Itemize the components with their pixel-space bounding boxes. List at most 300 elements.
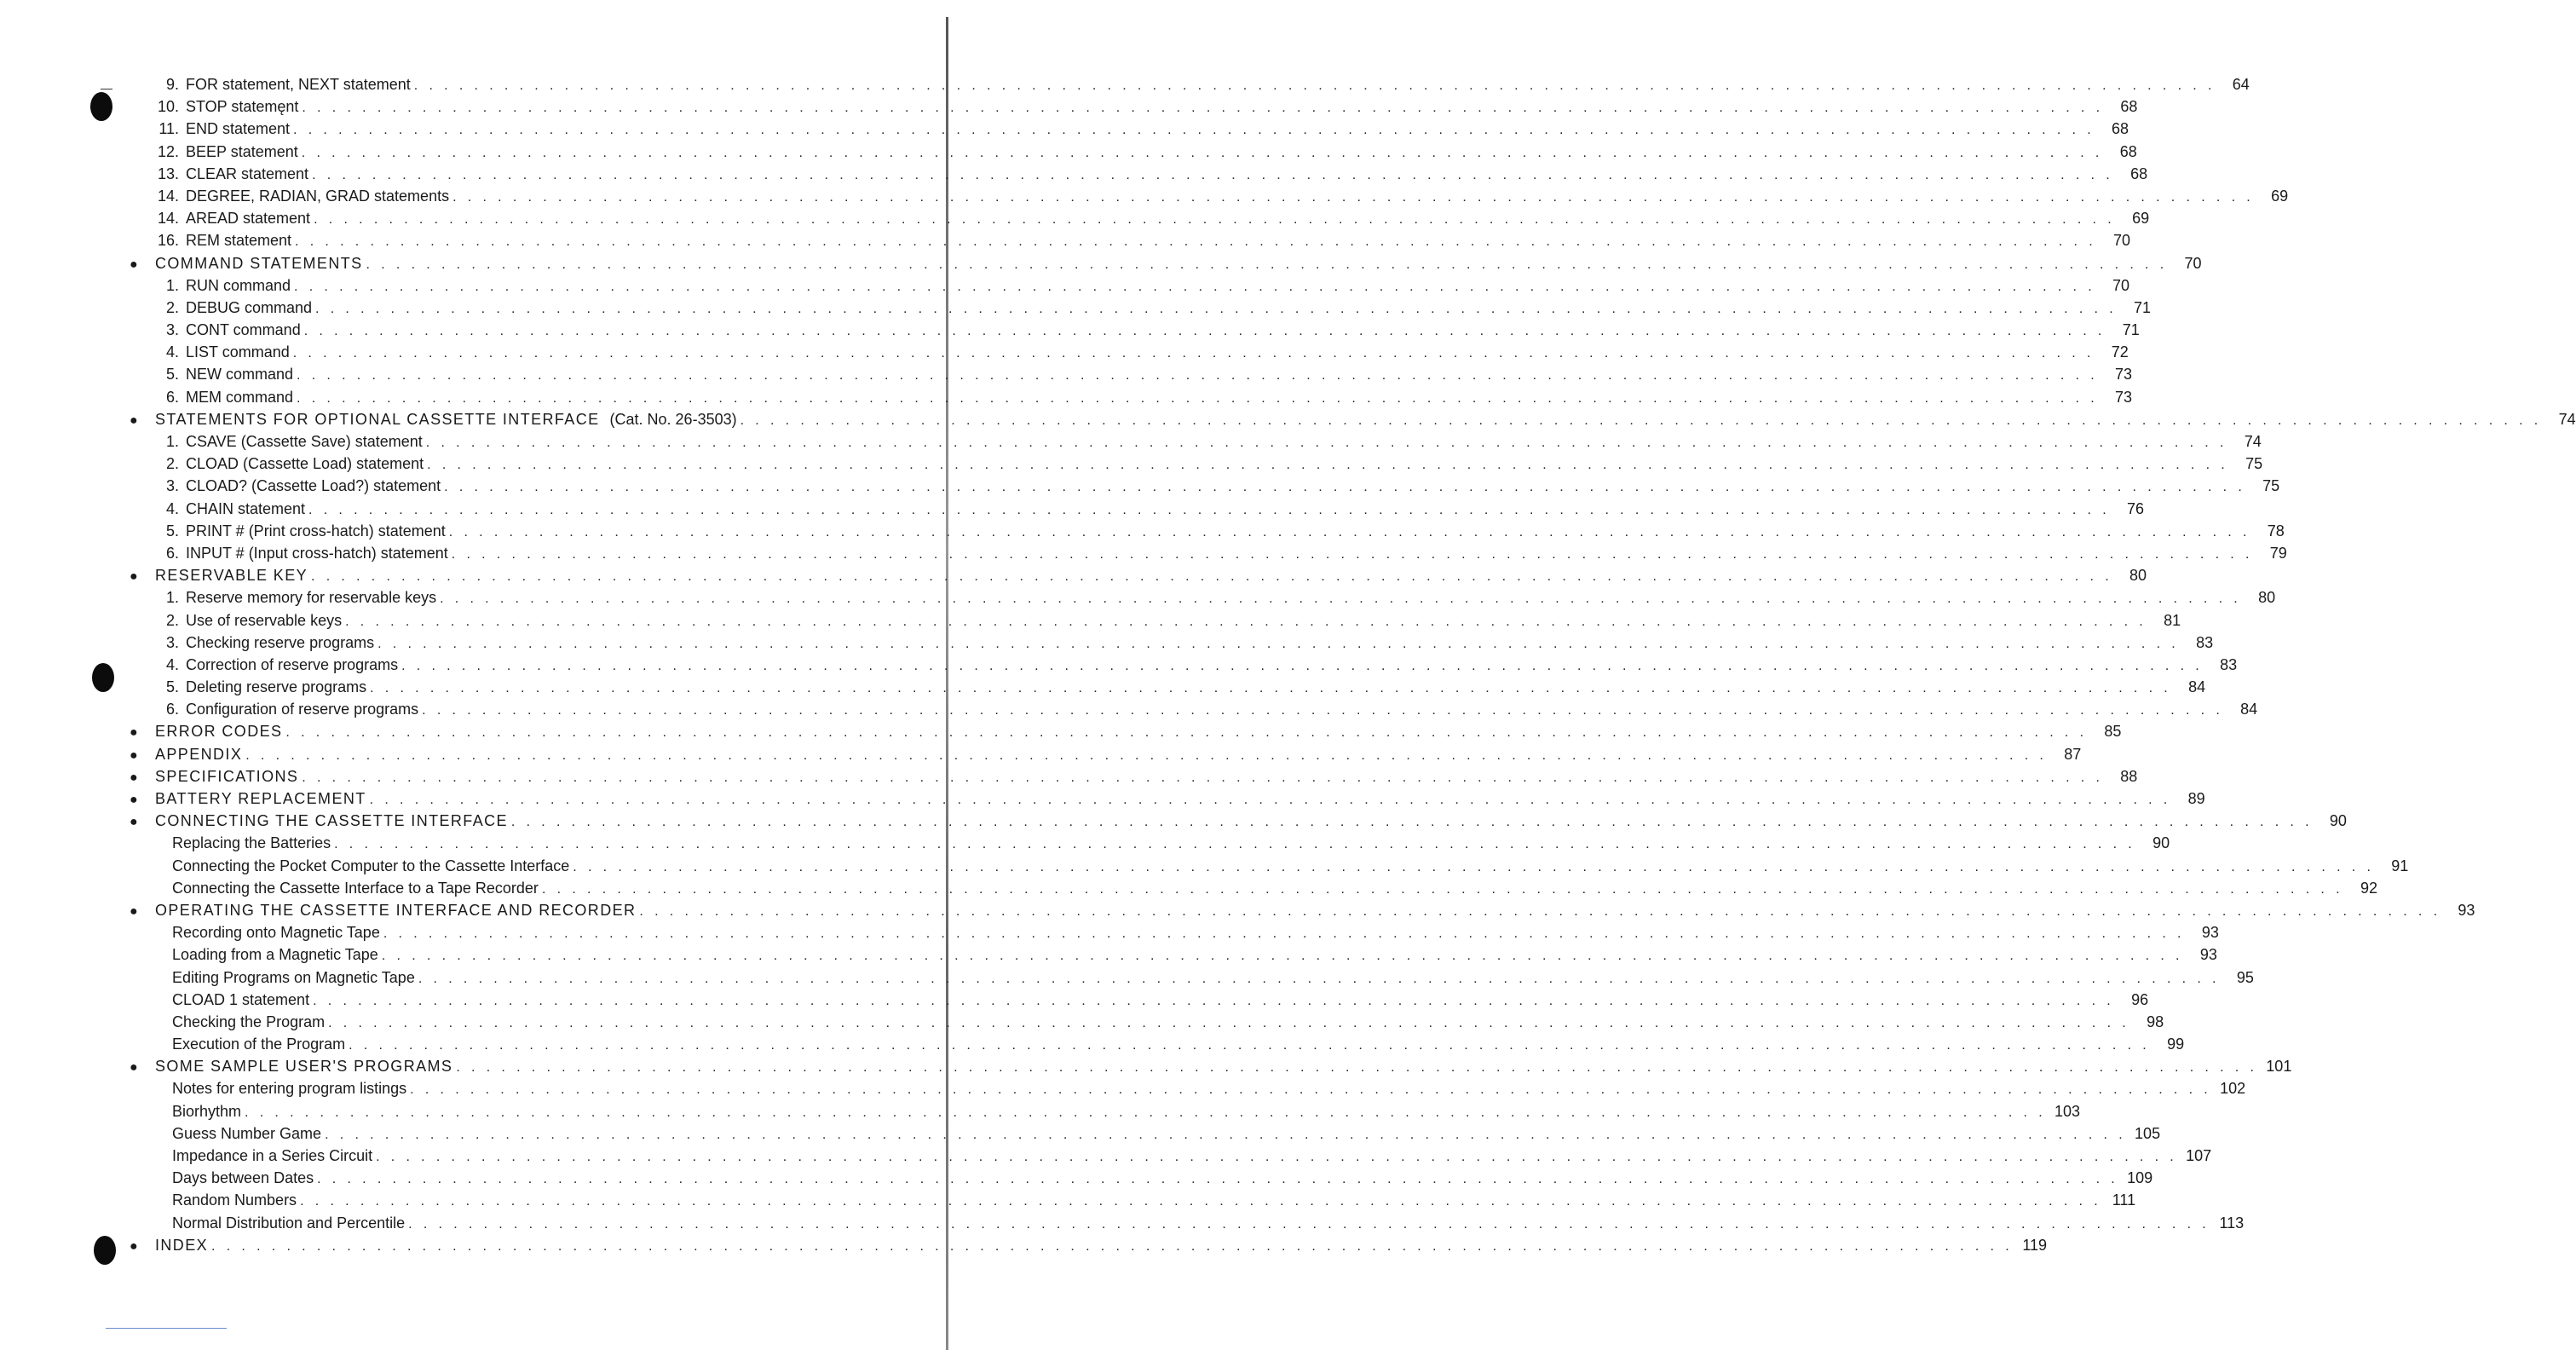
toc-page-number: 93 — [2199, 946, 2217, 964]
toc-entry-title — [186, 676, 366, 698]
toc-entry-title — [172, 1077, 406, 1099]
dot-leader: . . . . . . . . . . . . . . . . . . . . . . . . . . . . . . . . . . . . . . . . . . . . . . . . . . . . . . . . . . . . . . . . . . . . . . . . . . . . . . . . . . . . . . . . . . . . . . . . . . . . . . . . . . . . . . . . . . . . . . . . — [297, 368, 2099, 384]
dot-leader: . . . . . . . . . . . . . . . . . . . . . . . . . . . . . . . . . . . . . . . . . . . . . . . . . . . . . . . . . . . . . . . . . . . . . . . . . . . . . . . . . . . . . . . . . . . . . . . . . . . . . . . . . . . . . . . . . . . . . . . . — [408, 1216, 2210, 1232]
toc-page-number: 111 — [2112, 1191, 2136, 1209]
toc-entry — [128, 475, 2280, 497]
toc-page-number: 78 — [2267, 522, 2285, 539]
dot-leader: . . . . . . . . . . . . . . . . . . . . . . . . . . . . . . . . . . . . . . . . . . . . . . . . . . . . . . . . . . . . . . . . . . . . . . . . . . . . . . . . . . . . . . . . . . . . . . . . . . . . . . . . . . . . . . . . . . . . . . . . — [410, 1082, 2212, 1098]
toc-page-number: 105 — [2135, 1124, 2161, 1142]
toc-entry-title — [186, 163, 308, 185]
bullet-icon: ● — [130, 793, 138, 807]
dot-leader: . . . . . . . . . . . . . . . . . . . . . . . . . . . . . . . . . . . . . . . . . . . . . . . . . . . . . . . . . . . . . . . . . . . . . . . . . . . . . . . . . . . . . . . . . . . . . . . . . . . . . . . . . . . . . . . . . . . . . . . . — [245, 747, 2048, 763]
toc-entry-title-text: INDEX — [155, 1236, 209, 1254]
toc-page-number: 68 — [2119, 142, 2137, 160]
toc-entry-title-text: Days between Dates — [172, 1169, 314, 1187]
dot-leader: . . . . . . . . . . . . . . . . . . . . . . . . . . . . . . . . . . . . . . . . . . . . . . . . . . . . . . . . . . . . . . . . . . . . . . . . . . . . . . . . . . . . . . . . . . . . . . . . . . . . . . . . . . . . . . . . . . . . . . . . — [740, 412, 2542, 428]
dot-leader: . . . . . . . . . . . . . . . . . . . . . . . . . . . . . . . . . . . . . . . . . . . . . . . . . . . . . . . . . . . . . . . . . . . . . . . . . . . . . . . . . . . . . . . . . . . . . . . . . . . . . . . . . . . . . . . . . . . . . . . . — [381, 949, 2183, 964]
toc-entry-title-text: END statement — [186, 120, 291, 138]
toc-entry-title-text: BATTERY REPLACEMENT — [155, 790, 366, 807]
toc-entry-title — [155, 252, 363, 274]
toc-page-number: 113 — [2219, 1214, 2245, 1232]
dot-leader: . . . . . . . . . . . . . . . . . . . . . . . . . . . . . . . . . . . . . . . . . . . . . . . . . . . . . . . . . . . . . . . . . . . . . . . . . . . . . . . . . . . . . . . . . . . . . . . . . . . . . . . . . . . . . . . . . . . . . . . . — [325, 1127, 2127, 1142]
toc-entry — [128, 1077, 2246, 1099]
toc-entry-title-text: Guess Number Game — [172, 1124, 322, 1142]
toc-entry-title-text: PRINT # (Print cross-hatch) statement — [186, 522, 446, 539]
toc-entry-title — [172, 832, 331, 854]
toc-entry-number: 14. — [157, 210, 179, 228]
toc-entry-title-text: Connecting the Pocket Computer to the Cassette Interface — [172, 857, 570, 874]
dot-leader: . . . . . . . . . . . . . . . . . . . . . . . . . . . . . . . . . . . . . . . . . . . . . . . . . . . . . . . . . . . . . . . . . . . . . . . . . . . . . . . . . . . . . . . . . . . . . . . . . . . . . . . . . . . . . . . . . . . . . . . . — [297, 390, 2099, 406]
toc-entry-number: 13. — [157, 164, 179, 182]
dot-leader: . . . . . . . . . . . . . . . . . . . . . . . . . . . . . . . . . . . . . . . . . . . . . . . . . . . . . . . . . . . . . . . . . . . . . . . . . . . . . . . . . . . . . . . . . . . . . . . . . . . . . . . . . . . . . . . . . . . . . . . . — [312, 167, 2114, 182]
toc-entry-title-text: CLEAR statement — [186, 164, 309, 182]
toc-entry-title-text: RESERVABLE KEY — [155, 567, 308, 585]
toc-entry-title — [172, 1212, 405, 1234]
toc-entry-title — [155, 408, 737, 430]
dot-leader: . . . . . . . . . . . . . . . . . . . . . . . . . . . . . . . . . . . . . . . . . . . . . . . . . . . . . . . . . . . . . . . . . . . . . . . . . . . . . . . . . . . . . . . . . . . . . . . . . . . . . . . . . . . . . . . . . . . . . . . . — [245, 1105, 2047, 1120]
toc-entry — [128, 430, 2262, 453]
toc-page-number: 75 — [2245, 455, 2263, 473]
toc-entry — [128, 586, 2276, 609]
toc-entry-title — [186, 185, 449, 207]
bullet-icon: ● — [130, 815, 138, 830]
toc-entry-title — [186, 586, 436, 609]
toc-entry-title — [172, 989, 309, 1011]
toc-page-number: 90 — [2329, 812, 2347, 830]
table-of-contents — [128, 73, 2576, 1256]
dot-leader: . . . . . . . . . . . . . . . . . . . . . . . . . . . . . . . . . . . . . . . . . . . . . . . . . . . . . . . . . . . . . . . . . . . . . . . . . . . . . . . . . . . . . . . . . . . . . . . . . . . . . . . . . . . . . . . . . . . . . . . . — [456, 1060, 2258, 1076]
toc-entry — [128, 141, 2137, 163]
dot-leader: . . . . . . . . . . . . . . . . . . . . . . . . . . . . . . . . . . . . . . . . . . . . . . . . . . . . . . . . . . . . . . . . . . . . . . . . . . . . . . . . . . . . . . . . . . . . . . . . . . . . . . . . . . . . . . . . . . . . . . . . — [334, 837, 2136, 852]
dot-leader: . . . . . . . . . . . . . . . . . . . . . . . . . . . . . . . . . . . . . . . . . . . . . . . . . . . . . . . . . . . . . . . . . . . . . . . . . . . . . . . . . . . . . . . . . . . . . . . . . . . . . . . . . . . . . . . . . . . . . . . . — [314, 212, 2116, 228]
toc-entry — [128, 1033, 2185, 1055]
toc-entry-number: 14. — [157, 187, 179, 205]
dot-leader: . . . . . . . . . . . . . . . . . . . . . . . . . . . . . . . . . . . . . . . . . . . . . . . . . . . . . . . . . . . . . . . . . . . . . . . . . . . . . . . . . . . . . . . . . . . . . . . . . . . . . . . . . . . . . . . . . . . . . . . . — [413, 78, 2216, 93]
toc-entry — [128, 341, 2129, 363]
toc-entry-title — [186, 632, 374, 654]
toc-entry-title — [155, 899, 636, 921]
toc-entry-title — [186, 386, 293, 408]
dot-leader: . . . . . . . . . . . . . . . . . . . . . . . . . . . . . . . . . . . . . . . . . . . . . . . . . . . . . . . . . . . . . . . . . . . . . . . . . . . . . . . . . . . . . . . . . . . . . . . . . . . . . . . . . . . . . . . . . . . . . . . . — [510, 815, 2313, 830]
toc-entry-number: 4. — [165, 499, 179, 517]
dot-leader: . . . . . . . . . . . . . . . . . . . . . . . . . . . . . . . . . . . . . . . . . . . . . . . . . . . . . . . . . . . . . . . . . . . . . . . . . . . . . . . . . . . . . . . . . . . . . . . . . . . . . . . . . . . . . . . . . . . . . . . . — [452, 189, 2255, 205]
toc-entry — [128, 95, 2138, 118]
dot-leader: . . . . . . . . . . . . . . . . . . . . . . . . . . . . . . . . . . . . . . . . . . . . . . . . . . . . . . . . . . . . . . . . . . . . . . . . . . . . . . . . . . . . . . . . . . . . . . . . . . . . . . . . . . . . . . . . . . . . . . . . — [451, 546, 2253, 562]
toc-entry-title-text: DEGREE, RADIAN, GRAD statements — [186, 187, 450, 205]
toc-page-number: 83 — [2196, 633, 2214, 651]
toc-entry — [128, 274, 2130, 297]
dot-leader: . . . . . . . . . . . . . . . . . . . . . . . . . . . . . . . . . . . . . . . . . . . . . . . . . . . . . . . . . . . . . . . . . . . . . . . . . . . . . . . . . . . . . . . . . . . . . . . . . . . . . . . . . . . . . . . . . . . . . . . . — [293, 123, 2095, 138]
toc-entry — [128, 654, 2238, 676]
toc-entry-title — [186, 498, 305, 520]
toc-section-heading — [128, 720, 2122, 742]
bullet-icon: ● — [130, 725, 138, 741]
toc-page-number: 79 — [2269, 544, 2287, 562]
toc-entry — [128, 207, 2150, 229]
dot-leader: . . . . . . . . . . . . . . . . . . . . . . . . . . . . . . . . . . . . . . . . . . . . . . . . . . . . . . . . . . . . . . . . . . . . . . . . . . . . . . . . . . . . . . . . . . . . . . . . . . . . . . . . . . . . . . . . . . . . . . . . — [541, 881, 2343, 897]
toc-entry-note: (Cat. No. 26-3503) — [609, 410, 737, 428]
toc-entry-title — [172, 1011, 325, 1033]
toc-entry — [128, 609, 2181, 632]
toc-entry-number: 11. — [158, 120, 179, 138]
toc-entry-title-text: STOP statemęnt — [186, 98, 299, 116]
toc-entry-title — [155, 788, 366, 810]
binder-hole-bottom — [94, 1236, 116, 1265]
toc-entry-title — [155, 1055, 452, 1077]
toc-entry-title-text: AREAD statement — [186, 210, 311, 228]
toc-page-number: 91 — [2391, 857, 2409, 874]
toc-entry — [128, 877, 2377, 899]
toc-section-heading — [128, 788, 2205, 810]
dot-leader: . . . . . . . . . . . . . . . . . . . . . . . . . . . . . . . . . . . . . . . . . . . . . . . . . . . . . . . . . . . . . . . . . . . . . . . . . . . . . . . . . . . . . . . . . . . . . . . . . . . . . . . . . . . . . . . . . . . . . . . . — [383, 926, 2185, 942]
toc-entry-number: 16. — [157, 232, 179, 250]
toc-entry — [128, 453, 2263, 475]
toc-section-heading — [128, 252, 2202, 274]
toc-entry-title — [172, 855, 569, 877]
toc-entry-title — [172, 1167, 314, 1189]
toc-entry-title — [172, 1100, 241, 1122]
toc-entry-number: 3. — [165, 633, 179, 651]
dot-leader: . . . . . . . . . . . . . . . . . . . . . . . . . . . . . . . . . . . . . . . . . . . . . . . . . . . . . . . . . . . . . . . . . . . . . . . . . . . . . . . . . . . . . . . . . . . . . . . . . . . . . . . . . . . . . . . . . . . . . . . . — [366, 257, 2168, 272]
toc-page-number: 73 — [2115, 366, 2133, 384]
toc-entry-number: 9. — [165, 76, 179, 93]
dot-leader: . . . . . . . . . . . . . . . . . . . . . . . . . . . . . . . . . . . . . . . . . . . . . . . . . . . . . . . . . . . . . . . . . . . . . . . . . . . . . . . . . . . . . . . . . . . . . . . . . . . . . . . . . . . . . . . . . . . . . . . . — [422, 703, 2224, 718]
toc-entry-title-text: STATEMENTS FOR OPTIONAL CASSETTE INTERFACE — [155, 410, 600, 428]
toc-entry — [128, 163, 2148, 185]
toc-entry-title-text: CLOAD 1 statement — [172, 990, 310, 1008]
dot-leader: . . . . . . . . . . . . . . . . . . . . . . . . . . . . . . . . . . . . . . . . . . . . . . . . . . . . . . . . . . . . . . . . . . . . . . . . . . . . . . . . . . . . . . . . . . . . . . . . . . . . . . . . . . . . . . . . . . . . . . . . — [285, 725, 2088, 741]
toc-page-number: 96 — [2131, 990, 2149, 1008]
bullet-icon: ● — [130, 770, 138, 785]
toc-page-number: 98 — [2147, 1012, 2164, 1030]
toc-entry-title — [155, 1234, 208, 1256]
dot-leader: . . . . . . . . . . . . . . . . . . . . . . . . . . . . . . . . . . . . . . . . . . . . . . . . . . . . . . . . . . . . . . . . . . . . . . . . . . . . . . . . . . . . . . . . . . . . . . . . . . . . . . . . . . . . . . . . . . . . . . . . — [369, 793, 2171, 807]
toc-entry-title-text: FOR statement, NEXT statement — [186, 76, 411, 93]
toc-page-number: 69 — [2271, 187, 2289, 205]
toc-entry — [128, 921, 2219, 943]
dot-leader: . . . . . . . . . . . . . . . . . . . . . . . . . . . . . . . . . . . . . . . . . . . . . . . . . . . . . . . . . . . . . . . . . . . . . . . . . . . . . . . . . . . . . . . . . . . . . . . . . . . . . . . . . . . . . . . . . . . . . . . . — [345, 614, 2147, 629]
toc-entry-title-text: Connecting the Cassette Interface to a Tape Recorder — [172, 879, 539, 897]
dot-leader: . . . . . . . . . . . . . . . . . . . . . . . . . . . . . . . . . . . . . . . . . . . . . . . . . . . . . . . . . . . . . . . . . . . . . . . . . . . . . . . . . . . . . . . . . . . . . . . . . . . . . . . . . . . . . . . . . . . . . . . . — [401, 658, 2204, 673]
toc-entry-title-text: ERROR CODES — [155, 723, 283, 741]
bullet-icon: ● — [130, 257, 138, 272]
toc-entry-title-text: Reserve memory for reservable keys — [186, 589, 437, 607]
toc-entry-title — [186, 319, 301, 341]
toc-page-number: 75 — [2262, 477, 2280, 495]
bullet-icon: ● — [130, 903, 138, 919]
toc-entry-number: 6. — [165, 388, 179, 406]
toc-entry-title — [186, 274, 291, 297]
toc-entry-number: 2. — [165, 455, 179, 473]
toc-entry — [128, 698, 2258, 720]
toc-entry-title-text: CLOAD? (Cassette Load?) statement — [186, 477, 441, 495]
toc-entry — [128, 632, 2214, 654]
toc-entry — [128, 1145, 2212, 1167]
dot-leader: . . . . . . . . . . . . . . . . . . . . . . . . . . . . . . . . . . . . . . . . . . . . . . . . . . . . . . . . . . . . . . . . . . . . . . . . . . . . . . . . . . . . . . . . . . . . . . . . . . . . . . . . . . . . . . . . . . . . . . . . — [377, 636, 2180, 651]
toc-section-heading — [128, 1234, 2048, 1256]
toc-page-number: 89 — [2187, 790, 2205, 807]
toc-page-number: 73 — [2115, 388, 2133, 406]
toc-entry-title — [186, 363, 293, 385]
toc-entry-title — [186, 118, 290, 140]
dot-leader: . . . . . . . . . . . . . . . . . . . . . . . . . . . . . . . . . . . . . . . . . . . . . . . . . . . . . . . . . . . . . . . . . . . . . . . . . . . . . . . . . . . . . . . . . . . . . . . . . . . . . . . . . . . . . . . . . . . . . . . . — [349, 1038, 2151, 1053]
toc-entry-title — [186, 430, 423, 453]
toc-entry — [128, 542, 2287, 564]
toc-entry-title-text: Random Numbers — [172, 1191, 297, 1209]
toc-page-number: 64 — [2232, 76, 2250, 93]
toc-page-number: 119 — [2022, 1236, 2048, 1254]
toc-page-number: 84 — [2188, 678, 2206, 696]
toc-page-number: 70 — [2184, 254, 2202, 272]
toc-page-number: 88 — [2120, 767, 2138, 785]
bullet-icon: ● — [130, 747, 138, 763]
toc-page-number: 109 — [2127, 1169, 2153, 1187]
toc-page-number: 71 — [2122, 321, 2140, 339]
toc-entry-title-text: Correction of reserve programs — [186, 655, 399, 673]
dot-leader: . . . . . . . . . . . . . . . . . . . . . . . . . . . . . . . . . . . . . . . . . . . . . . . . . . . . . . . . . . . . . . . . . . . . . . . . . . . . . . . . . . . . . . . . . . . . . . . . . . . . . . . . . . . . . . . . . . . . . . . . — [313, 993, 2115, 1008]
dot-leader: . . . . . . . . . . . . . . . . . . . . . . . . . . . . . . . . . . . . . . . . . . . . . . . . . . . . . . . . . . . . . . . . . . . . . . . . . . . . . . . . . . . . . . . . . . . . . . . . . . . . . . . . . . . . . . . . . . . . . . . . — [301, 145, 2103, 160]
toc-entry — [128, 832, 2170, 854]
toc-entry-title — [186, 698, 418, 720]
toc-entry-title — [172, 1033, 345, 1055]
toc-entry-title — [155, 564, 308, 586]
toc-entry — [128, 229, 2131, 251]
toc-page-number: 76 — [2127, 499, 2145, 517]
toc-entry — [128, 966, 2254, 989]
toc-entry-title-text: Deleting reserve programs — [186, 678, 367, 696]
toc-entry — [128, 185, 2289, 207]
toc-page-number: 93 — [2201, 924, 2219, 942]
toc-entry-number: 1. — [165, 276, 179, 294]
toc-section-heading — [128, 743, 2082, 765]
toc-entry-title-text: MEM command — [186, 388, 294, 406]
toc-entry — [128, 498, 2145, 520]
toc-entry-title-text: RUN command — [186, 276, 291, 294]
toc-entry-number: 1. — [165, 433, 179, 450]
toc-entry-number: 4. — [165, 343, 179, 361]
bullet-icon: ● — [130, 1060, 138, 1076]
toc-entry-title — [186, 609, 342, 632]
dot-leader: . . . . . . . . . . . . . . . . . . . . . . . . . . . . . . . . . . . . . . . . . . . . . . . . . . . . . . . . . . . . . . . . . . . . . . . . . . . . . . . . . . . . . . . . . . . . . . . . . . . . . . . . . . . . . . . . . . . . . . . . — [425, 436, 2227, 450]
toc-page-number: 102 — [2220, 1080, 2246, 1098]
toc-section-heading — [128, 1055, 2292, 1077]
toc-entry-number: 3. — [165, 321, 179, 339]
toc-page-number: 72 — [2111, 343, 2129, 361]
dot-leader: . . . . . . . . . . . . . . . . . . . . . . . . . . . . . . . . . . . . . . . . . . . . . . . . . . . . . . . . . . . . . . . . . . . . . . . . . . . . . . . . . . . . . . . . . . . . . . . . . . . . . . . . . . . . . . . . . . . . . . . . — [292, 346, 2095, 361]
toc-entry-title — [172, 877, 539, 899]
toc-entry-title-text: APPENDIX — [155, 745, 243, 763]
toc-entry-title-text: SPECIFICATIONS — [155, 767, 299, 785]
toc-page-number: 80 — [2129, 567, 2147, 585]
toc-entry-title-text: Replacing the Batteries — [172, 834, 331, 852]
dot-leader: . . . . . . . . . . . . . . . . . . . . . . . . . . . . . . . . . . . . . . . . . . . . . . . . . . . . . . . . . . . . . . . . . . . . . . . . . . . . . . . . . . . . . . . . . . . . . . . . . . . . . . . . . . . . . . . . . . . . . . . . — [295, 234, 2097, 250]
toc-entry — [128, 118, 2129, 140]
dot-leader: . . . . . . . . . . . . . . . . . . . . . . . . . . . . . . . . . . . . . . . . . . . . . . . . . . . . . . . . . . . . . . . . . . . . . . . . . . . . . . . . . . . . . . . . . . . . . . . . . . . . . . . . . . . . . . . . . . . . . . . . — [376, 1150, 2178, 1164]
toc-entry-title-text: Configuration of reserve programs — [186, 701, 419, 718]
toc-entry-title-text: CHAIN statement — [186, 499, 306, 517]
toc-entry — [128, 520, 2285, 542]
toc-entry-title — [155, 720, 282, 742]
toc-entry — [128, 943, 2217, 966]
toc-entry — [128, 363, 2133, 385]
toc-entry-title-text: Checking reserve programs — [186, 633, 375, 651]
toc-entry-title — [186, 141, 298, 163]
toc-entry-title — [172, 1145, 372, 1167]
toc-entry-number: 12. — [157, 142, 179, 160]
toc-entry-number: 10. — [157, 98, 179, 116]
toc-page-number: 70 — [2112, 276, 2130, 294]
toc-page-number: 103 — [2054, 1102, 2081, 1120]
toc-page-number: 84 — [2240, 701, 2258, 718]
toc-page-number: 90 — [2152, 834, 2170, 852]
bullet-icon: ● — [130, 1238, 138, 1254]
toc-entry-title-text: NEW command — [186, 366, 294, 384]
toc-entry-number: 5. — [165, 522, 179, 539]
dot-leader: . . . . . . . . . . . . . . . . . . . . . . . . . . . . . . . . . . . . . . . . . . . . . . . . . . . . . . . . . . . . . . . . . . . . . . . . . . . . . . . . . . . . . . . . . . . . . . . . . . . . . . . . . . . . . . . . . . . . . . . . — [317, 1172, 2119, 1187]
toc-entry-title — [172, 966, 415, 989]
toc-entry — [128, 1167, 2153, 1189]
toc-page-number: 69 — [2132, 210, 2150, 228]
toc-entry-title — [172, 943, 378, 966]
toc-section-heading — [128, 899, 2475, 921]
toc-entry — [128, 1189, 2136, 1211]
toc-entry — [128, 989, 2149, 1011]
toc-page-number: 92 — [2360, 879, 2377, 897]
toc-entry-title — [172, 1189, 297, 1211]
toc-entry-title — [186, 542, 448, 564]
toc-entry — [128, 855, 2409, 877]
toc-entry-title — [155, 743, 242, 765]
toc-entry-title-text: OPERATING THE CASSETTE INTERFACE AND RECORDER — [155, 901, 637, 919]
toc-entry — [128, 1212, 2245, 1234]
toc-entry-title — [172, 921, 380, 943]
binder-hole-top — [90, 92, 112, 121]
toc-entry-title-text: Biorhythm — [172, 1102, 242, 1120]
toc-entry-title — [186, 95, 298, 118]
toc-entry-title-text: Loading from a Magnetic Tape — [172, 946, 378, 964]
dot-leader: . . . . . . . . . . . . . . . . . . . . . . . . . . . . . . . . . . . . . . . . . . . . . . . . . . . . . . . . . . . . . . . . . . . . . . . . . . . . . . . . . . . . . . . . . . . . . . . . . . . . . . . . . . . . . . . . . . . . . . . . — [211, 1238, 2014, 1254]
toc-entry-title — [186, 453, 424, 475]
toc-entry — [128, 1011, 2164, 1033]
toc-entry — [128, 676, 2206, 698]
toc-entry-number: 3. — [165, 477, 179, 495]
dot-leader: . . . . . . . . . . . . . . . . . . . . . . . . . . . . . . . . . . . . . . . . . . . . . . . . . . . . . . . . . . . . . . . . . . . . . . . . . . . . . . . . . . . . . . . . . . . . . . . . . . . . . . . . . . . . . . . . . . . . . . . . — [308, 502, 2111, 517]
toc-entry — [128, 1122, 2161, 1145]
toc-entry — [128, 1100, 2081, 1122]
toc-entry-title — [155, 810, 508, 832]
toc-entry — [128, 386, 2133, 408]
toc-entry-title — [186, 297, 312, 319]
dot-leader: . . . . . . . . . . . . . . . . . . . . . . . . . . . . . . . . . . . . . . . . . . . . . . . . . . . . . . . . . . . . . . . . . . . . . . . . . . . . . . . . . . . . . . . . . . . . . . . . . . . . . . . . . . . . . . . . . . . . . . . . — [639, 903, 2441, 919]
toc-entry-title — [186, 229, 291, 251]
toc-section-heading — [128, 765, 2138, 788]
toc-page-number: 80 — [2258, 589, 2276, 607]
toc-page-number: 68 — [2112, 120, 2129, 138]
toc-page-number: 68 — [2130, 164, 2148, 182]
toc-page-number: 85 — [2104, 723, 2122, 741]
toc-entry — [128, 297, 2152, 319]
toc-entry-title-text: SOME SAMPLE USER'S PROGRAMS — [155, 1058, 453, 1076]
toc-entry-title — [186, 73, 411, 95]
toc-entry-title-text: Editing Programs on Magnetic Tape — [172, 968, 415, 986]
toc-entry-title-text: REM statement — [186, 232, 292, 250]
toc-page-number: 70 — [2113, 232, 2131, 250]
toc-page-number: 83 — [2220, 655, 2238, 673]
toc-entry-title-text: Use of reservable keys — [186, 611, 343, 629]
bullet-icon: ● — [130, 569, 138, 585]
dot-leader: . . . . . . . . . . . . . . . . . . . . . . . . . . . . . . . . . . . . . . . . . . . . . . . . . . . . . . . . . . . . . . . . . . . . . . . . . . . . . . . . . . . . . . . . . . . . . . . . . . . . . . . . . . . . . . . . . . . . . . . . — [440, 591, 2242, 607]
toc-entry-number: 2. — [165, 611, 179, 629]
toc-entry-title — [186, 341, 290, 363]
dot-leader: . . . . . . . . . . . . . . . . . . . . . . . . . . . . . . . . . . . . . . . . . . . . . . . . . . . . . . . . . . . . . . . . . . . . . . . . . . . . . . . . . . . . . . . . . . . . . . . . . . . . . . . . . . . . . . . . . . . . . . . . — [300, 1194, 2102, 1209]
dot-leader: . . . . . . . . . . . . . . . . . . . . . . . . . . . . . . . . . . . . . . . . . . . . . . . . . . . . . . . . . . . . . . . . . . . . . . . . . . . . . . . . . . . . . . . . . . . . . . . . . . . . . . . . . . . . . . . . . . . . . . . . — [418, 971, 2220, 986]
toc-entry-title — [186, 520, 446, 542]
toc-entry-number: 5. — [165, 366, 179, 384]
toc-entry-number: 2. — [165, 298, 179, 316]
toc-entry-title-text: Impedance in a Series Circuit — [172, 1147, 373, 1164]
binder-hole-middle — [92, 663, 114, 692]
toc-entry-title-text: Recording onto Magnetic Tape — [172, 924, 380, 942]
toc-entry-title — [172, 1122, 321, 1145]
toc-section-heading — [128, 810, 2347, 832]
toc-entry-title-text: INPUT # (Input cross-hatch) statement — [186, 544, 448, 562]
toc-entry-title — [186, 654, 398, 676]
toc-page-number: 68 — [2120, 98, 2138, 116]
toc-entry-number: 4. — [165, 655, 179, 673]
toc-section-heading — [128, 564, 2147, 586]
toc-entry-title-text: CONNECTING THE CASSETTE INTERFACE — [155, 812, 508, 830]
toc-entry-title-text: BEEP statement — [186, 142, 298, 160]
toc-entry-title-text: DEBUG command — [186, 298, 313, 316]
dot-leader: . . . . . . . . . . . . . . . . . . . . . . . . . . . . . . . . . . . . . . . . . . . . . . . . . . . . . . . . . . . . . . . . . . . . . . . . . . . . . . . . . . . . . . . . . . . . . . . . . . . . . . . . . . . . . . . . . . . . . . . . — [311, 569, 2113, 585]
toc-entry — [128, 319, 2140, 341]
dot-leader: . . . . . . . . . . . . . . . . . . . . . . . . . . . . . . . . . . . . . . . . . . . . . . . . . . . . . . . . . . . . . . . . . . . . . . . . . . . . . . . . . . . . . . . . . . . . . . . . . . . . . . . . . . . . . . . . . . . . . . . . — [303, 324, 2106, 339]
toc-entry-title-text: COMMAND STATEMENTS — [155, 254, 363, 272]
toc-entry — [128, 73, 2250, 95]
toc-page-number: 101 — [2266, 1058, 2292, 1076]
toc-entry-number: 1. — [165, 589, 179, 607]
toc-entry-number: 5. — [165, 678, 179, 696]
toc-page-number: 87 — [2064, 745, 2082, 763]
dot-leader: . . . . . . . . . . . . . . . . . . . . . . . . . . . . . . . . . . . . . . . . . . . . . . . . . . . . . . . . . . . . . . . . . . . . . . . . . . . . . . . . . . . . . . . . . . . . . . . . . . . . . . . . . . . . . . . . . . . . . . . . — [448, 524, 2250, 539]
toc-entry-title — [155, 765, 298, 788]
dot-leader: . . . . . . . . . . . . . . . . . . . . . . . . . . . . . . . . . . . . . . . . . . . . . . . . . . . . . . . . . . . . . . . . . . . . . . . . . . . . . . . . . . . . . . . . . . . . . . . . . . . . . . . . . . . . . . . . . . . . . . . . — [315, 301, 2118, 316]
dot-leader: . . . . . . . . . . . . . . . . . . . . . . . . . . . . . . . . . . . . . . . . . . . . . . . . . . . . . . . . . . . . . . . . . . . . . . . . . . . . . . . . . . . . . . . . . . . . . . . . . . . . . . . . . . . . . . . . . . . . . . . . — [444, 480, 2246, 495]
toc-entry-title-text: Normal Distribution and Percentile — [172, 1214, 406, 1232]
toc-entry-title-text: CONT command — [186, 321, 301, 339]
toc-entry-title-text: Execution of the Program — [172, 1036, 346, 1053]
footer-rule — [106, 1328, 227, 1329]
dot-leader: . . . . . . . . . . . . . . . . . . . . . . . . . . . . . . . . . . . . . . . . . . . . . . . . . . . . . . . . . . . . . . . . . . . . . . . . . . . . . . . . . . . . . . . . . . . . . . . . . . . . . . . . . . . . . . . . . . . . . . . . — [370, 681, 2172, 696]
dot-leader: . . . . . . . . . . . . . . . . . . . . . . . . . . . . . . . . . . . . . . . . . . . . . . . . . . . . . . . . . . . . . . . . . . . . . . . . . . . . . . . . . . . . . . . . . . . . . . . . . . . . . . . . . . . . . . . . . . . . . . . . — [427, 458, 2229, 473]
toc-entry-title-text: Notes for entering program listings — [172, 1080, 407, 1098]
toc-page-number: 95 — [2236, 968, 2254, 986]
toc-page-number: 71 — [2134, 298, 2152, 316]
bullet-icon: ● — [130, 412, 138, 428]
toc-page-number: 81 — [2164, 611, 2181, 629]
dot-leader: . . . . . . . . . . . . . . . . . . . . . . . . . . . . . . . . . . . . . . . . . . . . . . . . . . . . . . . . . . . . . . . . . . . . . . . . . . . . . . . . . . . . . . . . . . . . . . . . . . . . . . . . . . . . . . . . . . . . . . . . — [302, 770, 2104, 785]
toc-entry-title-text: CSAVE (Cassette Save) statement — [186, 433, 423, 450]
dot-leader: . . . . . . . . . . . . . . . . . . . . . . . . . . . . . . . . . . . . . . . . . . . . . . . . . . . . . . . . . . . . . . . . . . . . . . . . . . . . . . . . . . . . . . . . . . . . . . . . . . . . . . . . . . . . . . . . . . . . . . . . — [328, 1015, 2130, 1030]
dot-leader: . . . . . . . . . . . . . . . . . . . . . . . . . . . . . . . . . . . . . . . . . . . . . . . . . . . . . . . . . . . . . . . . . . . . . . . . . . . . . . . . . . . . . . . . . . . . . . . . . . . . . . . . . . . . . . . . . . . . . . . . — [302, 101, 2104, 116]
toc-entry-title — [186, 207, 310, 229]
toc-page-number: 107 — [2186, 1147, 2212, 1164]
toc-entry-title-text: LIST command — [186, 343, 290, 361]
toc-entry-title-text: Checking the Program — [172, 1012, 326, 1030]
toc-page-number: 74 — [2558, 410, 2576, 428]
toc-page-number: 74 — [2244, 433, 2262, 450]
toc-page-number: 93 — [2458, 901, 2475, 919]
